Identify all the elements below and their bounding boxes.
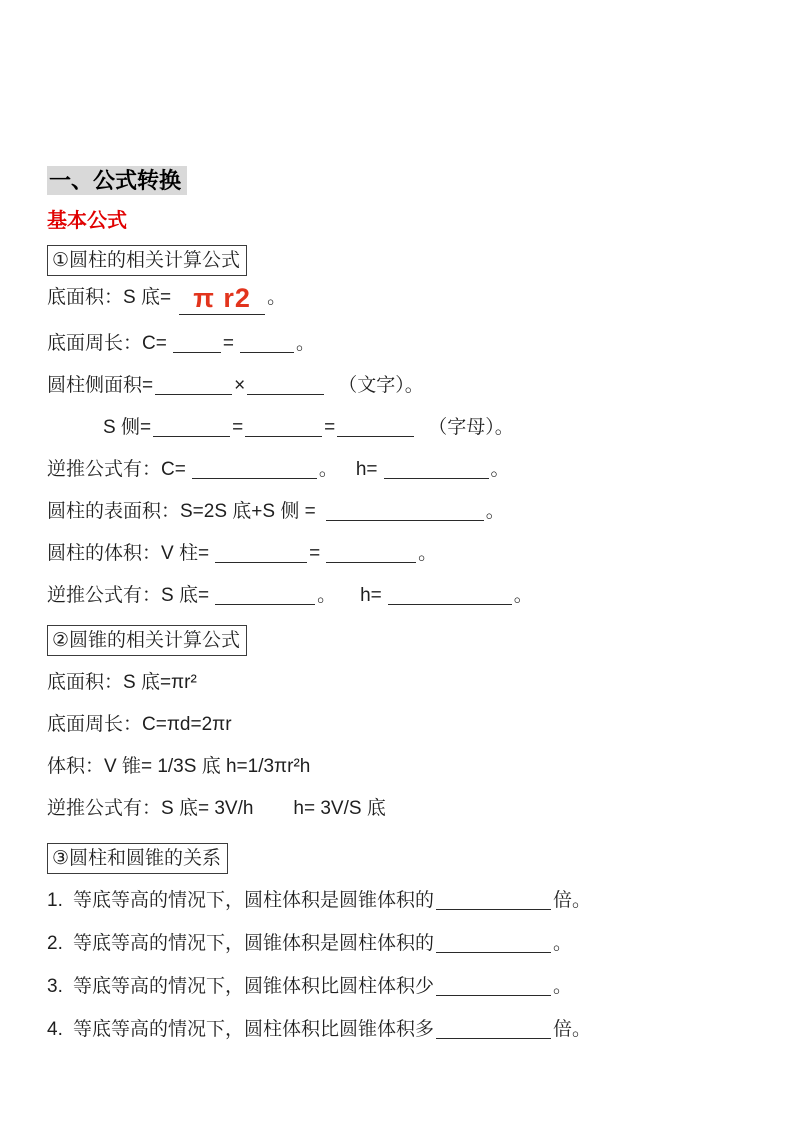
- fill-blank: [388, 591, 512, 605]
- item-text: 等底等高的情况下，圆锥体积是圆柱体积的: [73, 933, 435, 954]
- relation-item-2: [47, 932, 753, 955]
- h-label: h=: [355, 459, 378, 480]
- page-title: [47, 167, 753, 195]
- fill-blank: [215, 591, 315, 605]
- period: 。: [318, 459, 338, 480]
- fill-blank: [247, 381, 324, 395]
- base-area-label: 底面积：S 底=: [47, 287, 172, 308]
- formula-line-inverse-sh: [47, 584, 753, 607]
- lateral-text-suffix: （文字）。: [338, 375, 424, 396]
- cone-base-area-line: 底面积：S 底=πr²: [47, 672, 197, 693]
- formula-line-volume: [47, 542, 753, 565]
- item-suffix: 倍。: [553, 1019, 592, 1040]
- formula-line-inverse-ch: [47, 458, 753, 481]
- lateral-text-label: 圆柱侧面积=: [47, 375, 154, 396]
- relation-item-3: [47, 975, 753, 998]
- box-header-cylinder-cone-relation: ③圆柱和圆锥的关系: [47, 843, 228, 874]
- item-suffix: 倍。: [553, 890, 592, 911]
- fill-blank: [215, 549, 307, 563]
- times-sign: ×: [234, 375, 246, 396]
- period: 。: [295, 333, 315, 354]
- h-label: h=: [360, 585, 382, 606]
- circumference-label: 底面周长：C=: [47, 333, 167, 354]
- cone-volume-line: 体积：V 锥= 1/3S 底 h=1/3πr²h: [47, 756, 311, 777]
- fill-blank: [436, 1025, 551, 1039]
- box-header-cone-formulas: ②圆锥的相关计算公式: [47, 625, 247, 656]
- period: 。: [490, 459, 510, 480]
- item-text: 等底等高的情况下，圆柱体积是圆锥体积的: [73, 890, 435, 911]
- fill-blank: [192, 465, 317, 479]
- surface-area-label: 圆柱的表面积：S=2S 底+S 侧 =: [47, 501, 316, 522]
- cone-inverse-s: 逆推公式有：S 底= 3V/h: [47, 798, 254, 819]
- item-number: 4.: [47, 1019, 63, 1040]
- item-suffix: 。: [553, 933, 573, 954]
- period: 。: [485, 501, 505, 522]
- period: 。: [418, 543, 438, 564]
- cone-inverse-line: [47, 797, 753, 820]
- equals-sign: =: [232, 417, 244, 438]
- lateral-letter-suffix: （字母）。: [428, 417, 514, 438]
- lateral-letter-label: S 侧=: [103, 417, 152, 438]
- fill-blank: [245, 423, 322, 437]
- answer-blank: [179, 284, 265, 315]
- fill-blank: [436, 896, 551, 910]
- fill-blank: [326, 549, 416, 563]
- formula-line-circumference: [47, 332, 753, 355]
- fill-blank: [155, 381, 232, 395]
- equals-sign: =: [324, 417, 336, 438]
- fill-blank: [173, 339, 221, 353]
- fill-blank: [326, 507, 484, 521]
- period: 。: [317, 585, 337, 606]
- period: 。: [513, 585, 533, 606]
- item-text: 等底等高的情况下，圆锥体积比圆柱体积少: [73, 976, 435, 997]
- fill-blank: [240, 339, 294, 353]
- period: 。: [267, 287, 287, 308]
- fill-blank: [337, 423, 414, 437]
- relation-item-1: [47, 889, 753, 912]
- handwritten-answer: π r2: [193, 283, 251, 313]
- fill-blank: [436, 982, 551, 996]
- inverse-ch-label: 逆推公式有：C=: [47, 459, 186, 480]
- formula-line-lateral-letter: [47, 416, 753, 439]
- item-number: 3.: [47, 976, 63, 997]
- fill-blank: [436, 939, 551, 953]
- box-header-wrap-relation: [47, 843, 753, 874]
- cone-circumference-line: 底面周长：C=πd=2πr: [47, 714, 232, 735]
- box-header-wrap-cone: [47, 625, 753, 656]
- equals-sign: =: [222, 333, 234, 354]
- fill-blank: [153, 423, 230, 437]
- equals-sign: =: [309, 543, 321, 564]
- cone-inverse-h: h= 3V/S 底: [293, 798, 386, 819]
- relation-item-4: [47, 1018, 753, 1041]
- item-number: 1.: [47, 890, 63, 911]
- volume-label: 圆柱的体积：V 柱=: [47, 543, 210, 564]
- box-header-cylinder-formulas: ①圆柱的相关计算公式: [47, 245, 247, 276]
- item-text: 等底等高的情况下，圆柱体积比圆锥体积多: [73, 1019, 435, 1040]
- formula-line-lateral-text: [47, 374, 753, 397]
- formula-line-surface-area: [47, 500, 753, 523]
- page-title-highlight: 一、公式转换: [47, 166, 187, 195]
- box-header-wrap-cylinder: [47, 245, 753, 276]
- inverse-sh-label: 逆推公式有：S 底=: [47, 585, 210, 606]
- formula-line-base-area: [47, 284, 753, 315]
- fill-blank: [384, 465, 489, 479]
- item-suffix: 。: [553, 976, 573, 997]
- subtitle-basic-formulas: 基本公式: [47, 210, 127, 232]
- item-number: 2.: [47, 933, 63, 954]
